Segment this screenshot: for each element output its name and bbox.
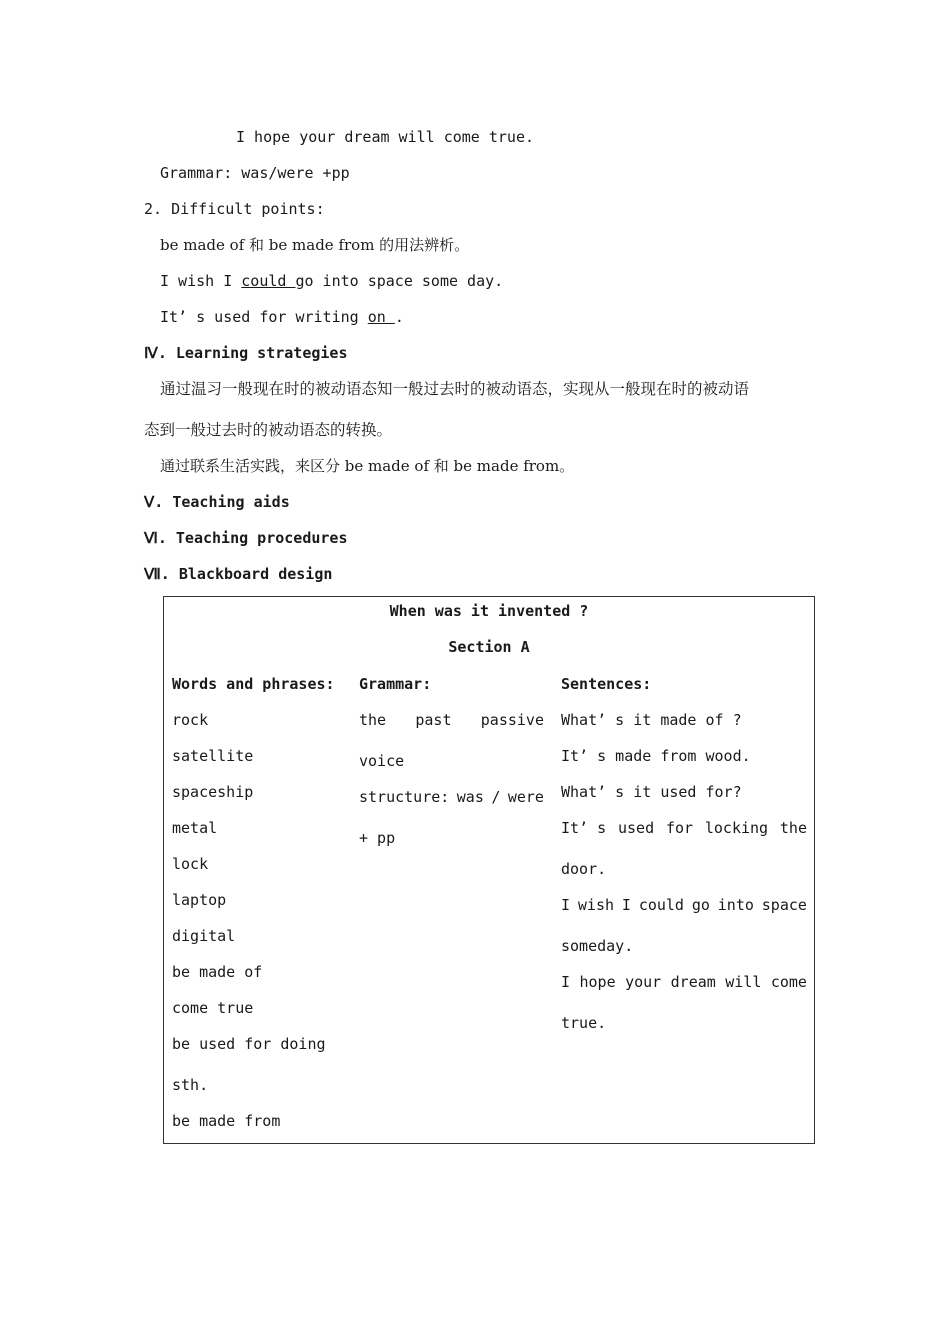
grammar-word: were bbox=[507, 788, 544, 806]
sentence-2: It’ s made from wood. bbox=[561, 747, 751, 765]
sentence-6-line-2: true. bbox=[561, 1014, 607, 1032]
grammar-line-3 bbox=[359, 787, 544, 807]
sentence-3: What’ s it used for? bbox=[561, 783, 742, 801]
difficult-point-2-end: go into space some day. bbox=[295, 272, 504, 290]
difficult-point-2-start: I wish I bbox=[160, 272, 242, 290]
sentence-word: will bbox=[725, 973, 762, 991]
sentence-word: It’ s bbox=[561, 819, 607, 837]
sentence-word: go bbox=[691, 896, 710, 914]
learning-strategies-heading: Ⅳ. Learning strategies bbox=[144, 344, 348, 362]
grammar-word: passive bbox=[480, 711, 544, 729]
difficult-point-3-underlined: on bbox=[367, 308, 395, 326]
teaching-aids-heading: Ⅴ. Teaching aids bbox=[144, 493, 290, 511]
strategy-paragraph-2: 通过联系生活实践，来区分 be made of 和 be made from。 bbox=[160, 457, 575, 475]
sentence-word: the bbox=[779, 819, 807, 837]
strategy-paragraph-1a: 通过温习一般现在时的被动语态知一般过去时的被动语态，实现从一般现在时的被动语 bbox=[160, 380, 750, 398]
sentence-word: I bbox=[561, 973, 571, 991]
difficult-point-3-start: It’ s used for writing bbox=[160, 308, 368, 326]
word-item: be made from bbox=[172, 1112, 281, 1130]
difficult-point-2-underlined: could bbox=[241, 272, 296, 290]
sentence-word: I bbox=[621, 896, 631, 914]
word-item: rock bbox=[172, 711, 209, 729]
board-section: Section A bbox=[448, 638, 530, 656]
difficult-point-3 bbox=[160, 307, 404, 327]
difficult-point-2 bbox=[160, 271, 503, 291]
difficult-points-heading: 2. Difficult points: bbox=[144, 200, 325, 218]
sentence-5-line-2: someday. bbox=[561, 937, 634, 955]
word-item: come true bbox=[172, 999, 254, 1017]
sentence-4-line-1 bbox=[561, 818, 807, 838]
sentence-5-line-1 bbox=[561, 895, 807, 915]
word-item: be used for doing bbox=[172, 1035, 326, 1053]
sentence-word: space bbox=[761, 896, 807, 914]
word-item: spaceship bbox=[172, 783, 254, 801]
sentence-1: What’ s it made of ? bbox=[561, 711, 742, 729]
sentences-header: Sentences: bbox=[561, 675, 652, 693]
blackboard-box bbox=[163, 596, 815, 1144]
board-title: When was it invented ? bbox=[389, 602, 589, 620]
grammar-line-4: + pp bbox=[359, 829, 396, 847]
sentence-word: used bbox=[617, 819, 655, 837]
word-item: lock bbox=[172, 855, 209, 873]
word-item: satellite bbox=[172, 747, 254, 765]
sentence-word: for bbox=[665, 819, 694, 837]
blackboard-design-heading: Ⅶ. Blackboard design bbox=[144, 565, 333, 583]
grammar-line-2: voice bbox=[359, 752, 405, 770]
teaching-procedures-heading: Ⅵ. Teaching procedures bbox=[144, 529, 348, 547]
sentence-word: locking bbox=[704, 819, 769, 837]
word-item: sth. bbox=[172, 1076, 209, 1094]
grammar-word: the bbox=[359, 711, 387, 729]
difficult-point-3-end: . bbox=[394, 308, 404, 326]
sentence-word: come bbox=[770, 973, 807, 991]
grammar-line-1 bbox=[359, 710, 544, 730]
word-item: be made of bbox=[172, 963, 263, 981]
hope-line: I hope your dream will come true. bbox=[236, 128, 535, 146]
grammar-word: structure: bbox=[359, 788, 450, 806]
sentence-word: dream bbox=[670, 973, 716, 991]
grammar-word: past bbox=[415, 711, 452, 729]
grammar-word: / bbox=[491, 788, 501, 806]
sentence-word: wish bbox=[577, 896, 615, 914]
word-item: digital bbox=[172, 927, 236, 945]
grammar-line: Grammar: was/were +pp bbox=[160, 164, 350, 182]
sentence-4-line-2: door. bbox=[561, 860, 607, 878]
sentence-word: could bbox=[638, 896, 684, 914]
sentence-word: I bbox=[561, 896, 571, 914]
grammar-word: was bbox=[456, 788, 484, 806]
sentence-6-line-1 bbox=[561, 972, 807, 992]
sentence-word: into bbox=[717, 896, 754, 914]
strategy-paragraph-1b: 态到一般过去时的被动语态的转换。 bbox=[144, 421, 393, 439]
difficult-point-1: be made of 和 be made from 的用法辨析。 bbox=[160, 236, 470, 254]
grammar-header: Grammar: bbox=[359, 675, 432, 693]
word-item: metal bbox=[172, 819, 218, 837]
words-header: Words and phrases: bbox=[172, 675, 335, 693]
sentence-word: your bbox=[625, 973, 662, 991]
word-item: laptop bbox=[172, 891, 227, 909]
sentence-word: hope bbox=[579, 973, 616, 991]
